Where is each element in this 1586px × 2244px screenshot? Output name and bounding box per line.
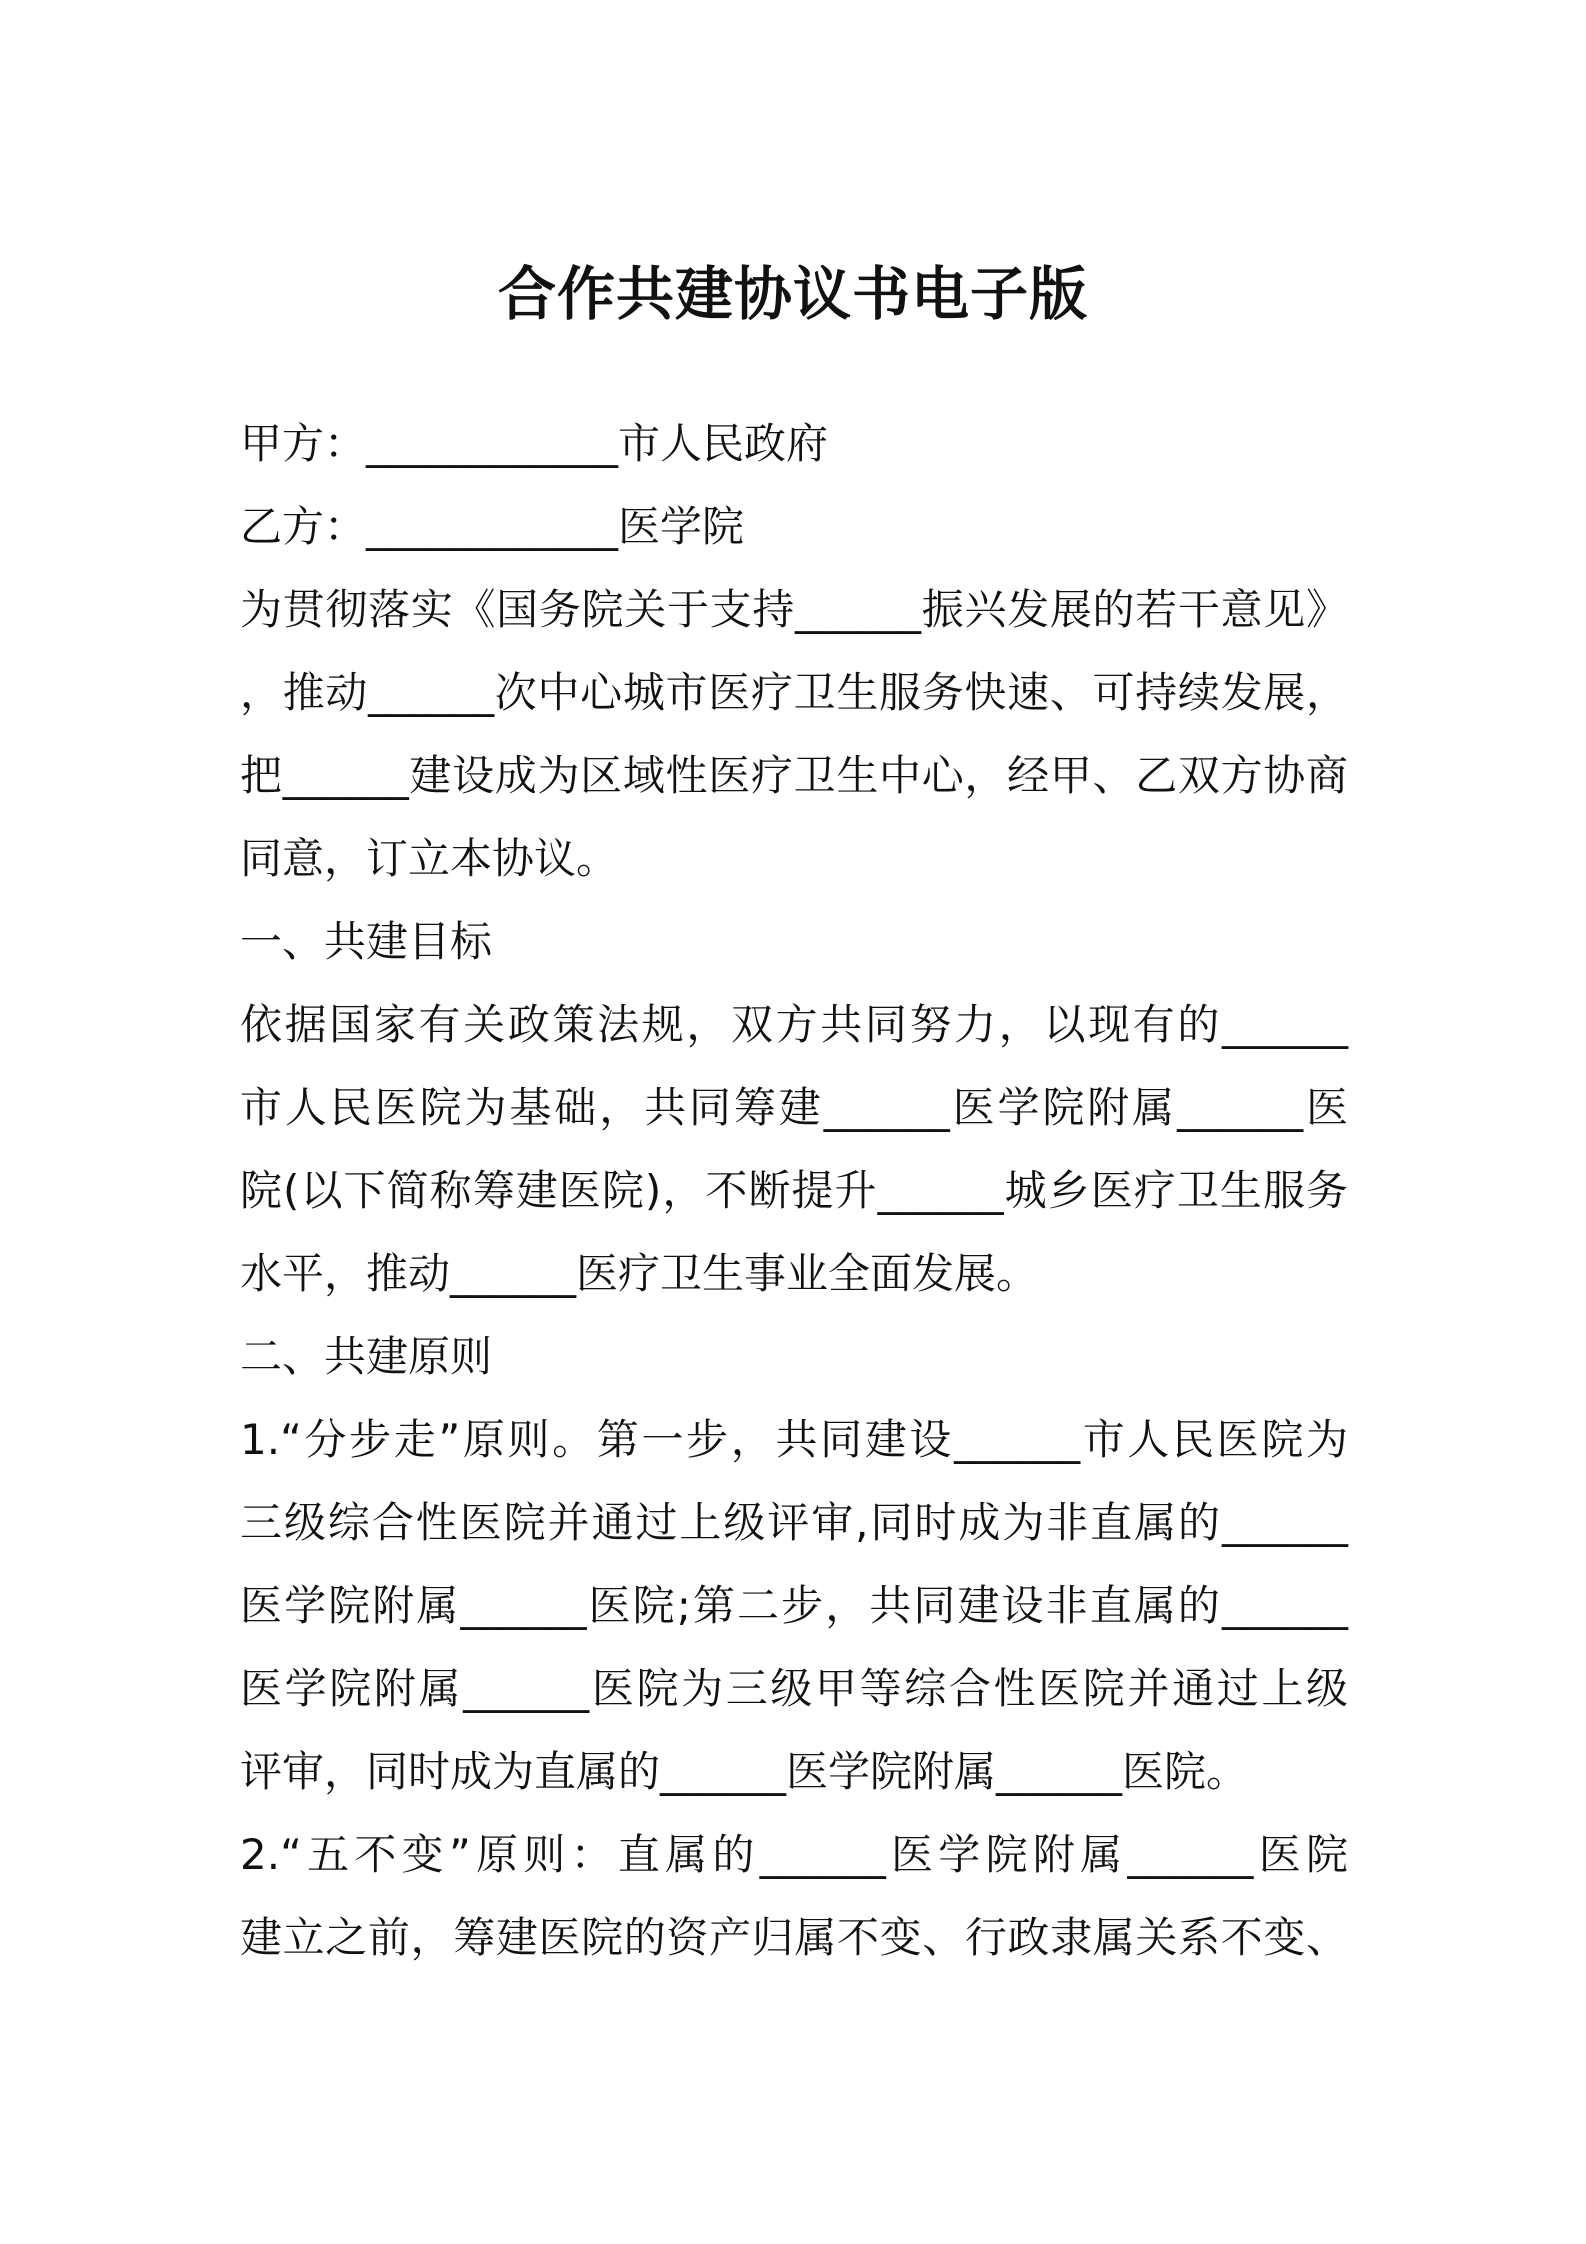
- paragraph-line: 建立之前，筹建医院的资产归属不变、行政隶属关系不变、: [240, 1913, 1348, 1962]
- document-title: 合作共建协议书电子版: [497, 260, 1088, 328]
- paragraph-line: 1.“分步走”原则。第一步，共同建设______市人民医院为: [240, 1415, 1348, 1464]
- party-a-line: 甲方：____________市人民政府: [240, 419, 829, 468]
- section-heading: 二、共建原则: [240, 1332, 493, 1381]
- party-b-line: 乙方：____________医学院: [240, 502, 745, 551]
- paragraph-line: 水平，推动______医疗卫生事业全面发展。: [240, 1249, 1039, 1298]
- paragraph-line: 医学院附属______医院;第二步，共同建设非直属的______: [240, 1581, 1348, 1630]
- paragraph-line: 市人民医院为基础，共同筹建______医学院附属______医: [240, 1083, 1348, 1132]
- document-body: [240, 402, 1348, 1979]
- paragraph-line: 依据国家有关政策法规，双方共同努力，以现有的______: [240, 1000, 1348, 1049]
- preamble-line: 把______建设成为区域性医疗卫生中心，经甲、乙双方协商: [240, 751, 1348, 800]
- paragraph-line: 评审，同时成为直属的______医学院附属______医院。: [240, 1747, 1249, 1796]
- paragraph-line: 院(以下简称筹建医院)，不断提升______城乡医疗卫生服务: [240, 1166, 1348, 1215]
- paragraph-line: 三级综合性医院并通过上级评审,同时成为非直属的______: [240, 1498, 1348, 1547]
- preamble-line: 为贯彻落实《国务院关于支持______振兴发展的若干意见》: [240, 585, 1348, 634]
- preamble-line: ，推动______次中心城市医疗卫生服务快速、可持续发展，: [240, 668, 1348, 717]
- preamble-line: 同意，订立本协议。: [240, 834, 619, 883]
- paragraph-line: 2.“五不变”原则：直属的______医学院附属______医院: [240, 1830, 1348, 1879]
- section-heading: 一、共建目标: [240, 917, 493, 966]
- paragraph-line: 医学院附属______医院为三级甲等综合性医院并通过上级: [240, 1664, 1348, 1713]
